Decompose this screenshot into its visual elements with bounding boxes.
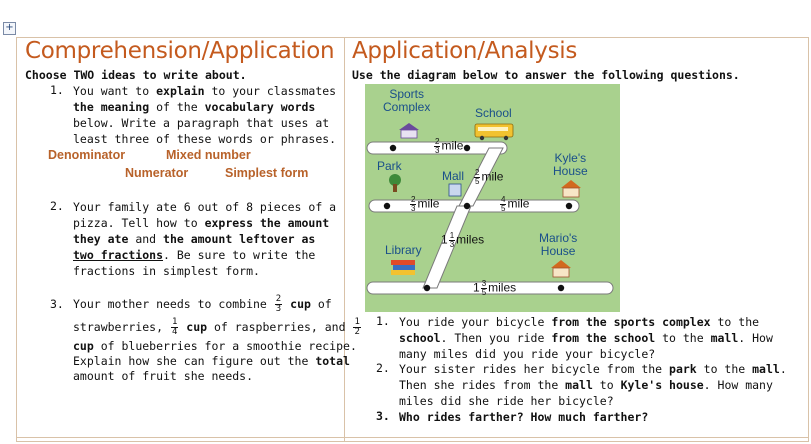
map-q3-text: Who rides farther? How much farther? bbox=[399, 410, 649, 424]
label-library: Library bbox=[385, 243, 422, 257]
q1-text: You want to explain to your classmates the meaning of the vocabulary words below. Write a paragraph that uses at least three of these words or phrases. bbox=[73, 84, 337, 146]
sports-complex-building-icon bbox=[399, 123, 419, 138]
mall-bag-icon bbox=[449, 184, 461, 196]
left-column-title: Comprehension/Application bbox=[25, 38, 335, 64]
vocab-mixed-number: Mixed number bbox=[166, 148, 251, 162]
label-kyles-house: Kyle's House bbox=[553, 151, 588, 178]
left-column-instructions: Choose TWO ideas to write about. bbox=[25, 68, 247, 82]
label-marios-house: Mario's House bbox=[539, 231, 578, 258]
dot-school bbox=[464, 145, 470, 151]
q2-text: Your family ate 6 out of 8 pieces of a pizza. Tell how to express the amount they ate and the amount leftover as two fractions. Be sure to write the fractions in simplest form. bbox=[73, 200, 337, 278]
label-park: Park bbox=[377, 159, 402, 173]
distance-school-to-mall: $\frac{2}{5}$ mile bbox=[475, 168, 504, 186]
map-q1-text: You ride your bicycle from the sports complex to the school. Then you ride from the school to the mall. How many miles did you ride your bicycle? bbox=[399, 315, 773, 361]
table-bottom-rule bbox=[16, 437, 809, 438]
distance-sports-to-school: $\frac{2}{3}$ mile bbox=[435, 137, 464, 155]
distance-library-to-marios-house: 1 $\frac{3}{5}$ miles bbox=[473, 279, 517, 297]
dot-library bbox=[424, 285, 430, 291]
vocab-numerator: Numerator bbox=[125, 166, 189, 180]
map-q3-number: 3. bbox=[376, 409, 390, 423]
library-books-icon bbox=[391, 260, 415, 275]
q2-number: 2. bbox=[50, 199, 64, 213]
dot-kyles-house bbox=[566, 203, 572, 209]
kyles-house-icon bbox=[561, 180, 581, 197]
park-tree-icon bbox=[389, 174, 401, 192]
town-map-diagram bbox=[365, 84, 620, 312]
marios-house-icon bbox=[551, 260, 571, 277]
map-q1-number: 1. bbox=[376, 314, 390, 328]
q3-number: 3. bbox=[50, 297, 64, 311]
dot-mall bbox=[464, 203, 470, 209]
right-column-title: Application/Analysis bbox=[352, 38, 578, 64]
distance-park-to-mall: $\frac{2}{3}$ mile bbox=[411, 195, 440, 213]
label-mall: Mall bbox=[442, 169, 465, 183]
vocab-simplest-form: Simplest form bbox=[225, 166, 309, 180]
right-column-instructions: Use the diagram below to answer the following questions. bbox=[352, 68, 740, 82]
dot-park bbox=[384, 203, 390, 209]
dot-sports-complex bbox=[390, 145, 396, 151]
table-move-handle-icon[interactable]: + bbox=[3, 22, 16, 35]
q3-text: Your mother needs to combine $\frac{2}{3}$ cup of strawberries, $\frac{1}{4}$ cup of raspberries, and $\frac{1}{2}$ cup of blueberries for a smoothie recipe. Explain how she can figure out the total amount of fruit she needs. bbox=[73, 294, 360, 383]
map-q2-text: Your sister rides her bicycle from the park to the mall. Then she rides from the mall to Kyle's house. How many miles did she ride her bicycle? bbox=[399, 362, 787, 408]
distance-mall-to-kyles-house: $\frac{4}{5}$ mile bbox=[501, 195, 530, 213]
vocab-denominator: Denominator bbox=[48, 148, 126, 162]
q1-number: 1. bbox=[50, 83, 64, 97]
distance-mall-to-library: 1 $\frac{1}{3}$ miles bbox=[441, 231, 485, 249]
label-school: School bbox=[475, 106, 512, 120]
map-q2-number: 2. bbox=[376, 361, 390, 375]
label-sports-complex: Sports Complex bbox=[383, 87, 431, 114]
dot-marios-house bbox=[558, 285, 564, 291]
school-bus-icon bbox=[475, 124, 513, 140]
